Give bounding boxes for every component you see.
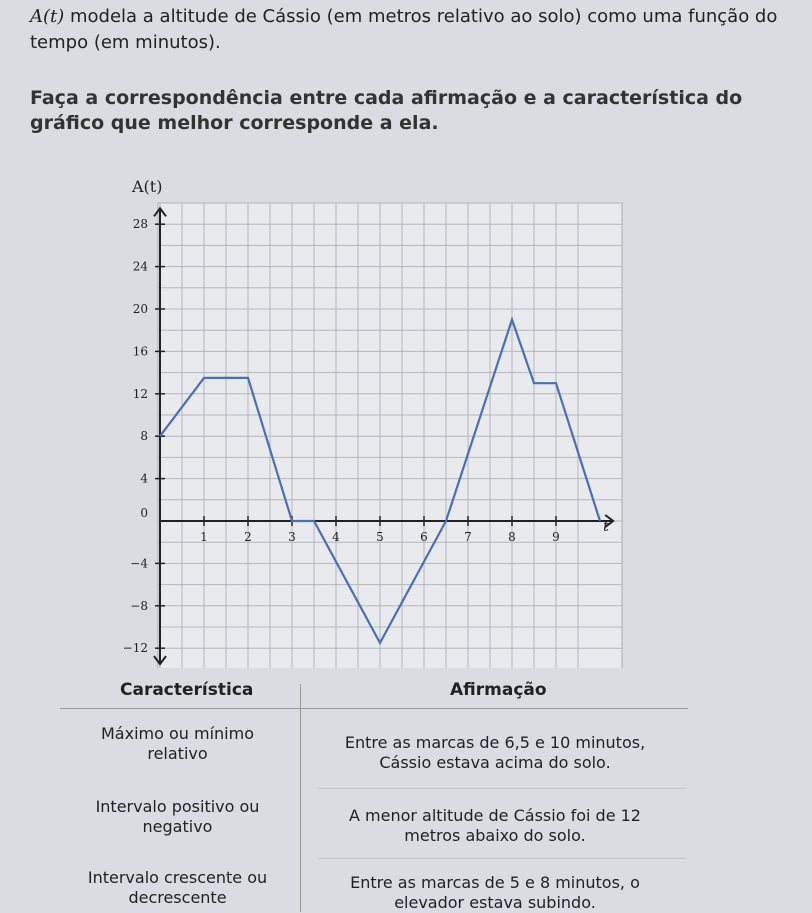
- y-tick-label: 4: [140, 471, 148, 486]
- y-tick-label: −8: [130, 598, 148, 613]
- y-tick-label: −12: [122, 641, 148, 656]
- statement-elevator-rising[interactable]: Entre as marcas de 5 e 8 minutos, o elevador estava subindo.: [350, 873, 640, 912]
- x-tick-label: 4: [332, 530, 340, 544]
- header-divider: [60, 708, 688, 709]
- intro-description: modela a altitude de Cássio (em metros relativo ao solo) como uma função do tempo (em minutos).: [30, 6, 778, 53]
- x-tick-label: 7: [464, 530, 472, 544]
- characteristic-max-min: Máximo ou mínimo relativo: [101, 724, 254, 763]
- card-divider: [318, 788, 686, 789]
- grid-background: [158, 203, 622, 668]
- column-divider: [300, 684, 301, 912]
- y-tick-label: 20: [132, 302, 148, 316]
- statement-above-ground[interactable]: Entre as marcas de 6,5 e 10 minutos, Cássio estava acima do solo.: [344, 733, 646, 772]
- y-axis-label: A(t): [132, 177, 163, 196]
- instruction: Faça a correspondência entre cada afirmação e a característica do gráfico que melhor corresponde a ela.: [30, 87, 743, 134]
- x-tick-label: 2: [244, 530, 252, 544]
- header-statement: Afirmação: [450, 680, 547, 700]
- y-tick-label: −4: [130, 556, 148, 571]
- intro-text: [30, 4, 790, 56]
- characteristic-increasing-decreasing: Intervalo crescente ou decrescente: [87, 868, 268, 907]
- y-tick-label: 8: [140, 429, 148, 444]
- x-axis-label: t: [603, 517, 610, 535]
- x-tick-label: 1: [200, 530, 208, 544]
- characteristic-positive-negative: Intervalo positivo ou negativo: [95, 797, 260, 836]
- x-tick-label: 3: [288, 530, 296, 544]
- x-tick-label: 9: [552, 530, 560, 544]
- x-tick-label: 8: [508, 530, 516, 544]
- x-tick-label: 5: [376, 530, 384, 544]
- card-divider: [318, 858, 686, 859]
- y-tick-label: 0: [140, 506, 148, 520]
- altitude-graph: [100, 168, 630, 668]
- y-tick-label: 16: [132, 344, 148, 359]
- graph-grid: [158, 203, 622, 668]
- y-tick-label: 28: [132, 217, 148, 232]
- statement-lowest-altitude[interactable]: A menor altitude de Cássio foi de 12 metros abaixo do solo.: [349, 806, 641, 845]
- function-name: A(t): [30, 6, 65, 27]
- header-characteristic: Característica: [120, 680, 254, 700]
- y-tick-label: 12: [132, 386, 148, 401]
- y-tick-label: 24: [132, 259, 148, 274]
- x-tick-label: 6: [420, 530, 428, 544]
